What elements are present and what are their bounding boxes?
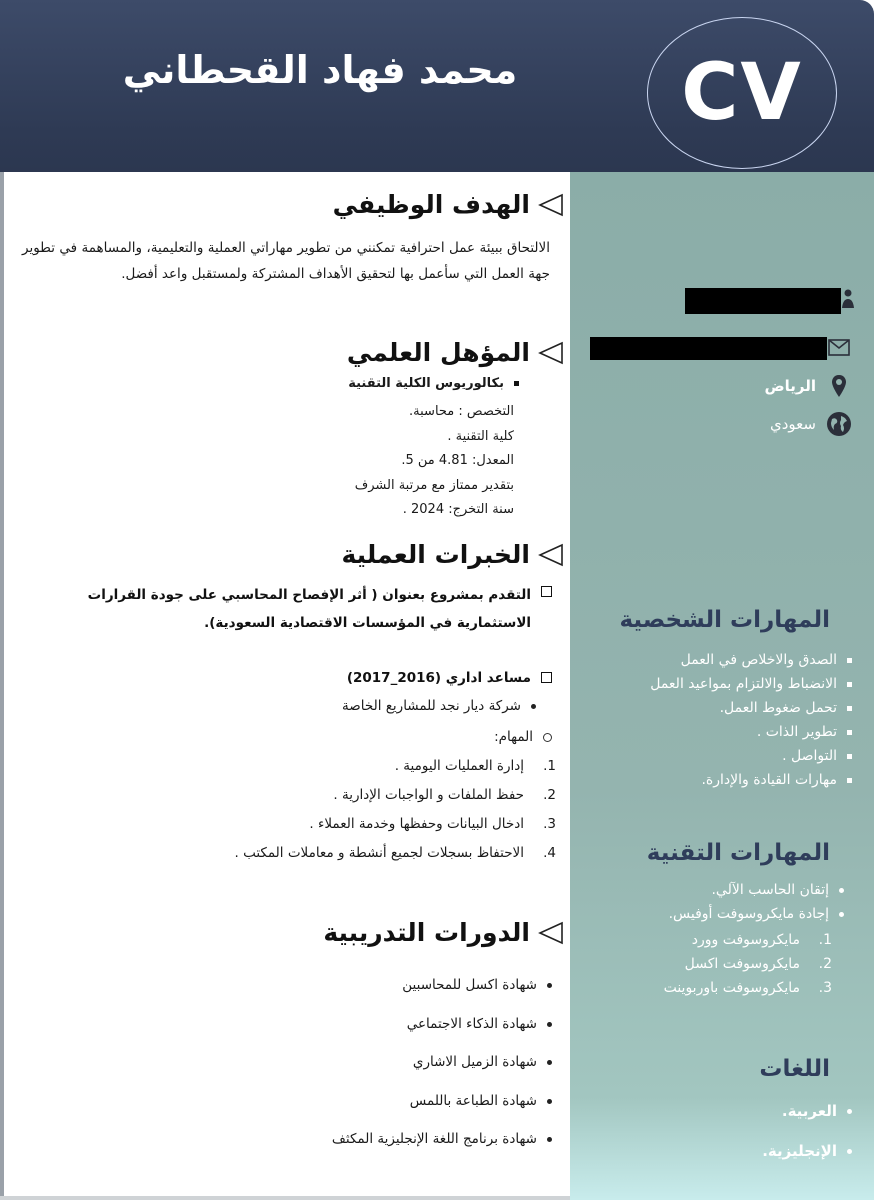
- education-line: التخصص : محاسبة.: [409, 404, 514, 419]
- bullet-marker: [847, 706, 852, 711]
- item-number: 2.: [818, 956, 832, 972]
- page-edge-bottom: [0, 1196, 570, 1200]
- bullet-marker: [847, 1109, 852, 1114]
- checkbox-bullet-icon: [541, 672, 552, 683]
- education-heading: [347, 338, 564, 367]
- task-number: 3.: [543, 816, 556, 832]
- task-number: 1.: [543, 758, 556, 774]
- task-item: [235, 845, 557, 861]
- objective-title: الهدف الوظيفي: [332, 190, 530, 219]
- degree-text: بكالوريوس الكلية التقنية: [348, 376, 504, 391]
- skill-text: مايكروسوفت باوربوينت: [663, 980, 800, 996]
- skill-text: تطوير الذات .: [756, 724, 837, 740]
- bullet-marker: [847, 754, 852, 759]
- bullet-marker: [847, 778, 852, 783]
- course-text: شهادة اكسل للمحاسبين: [402, 977, 537, 993]
- task-text: الاحتفاظ بسجلات لجميع أنشطة و معاملات المكتب .: [234, 845, 524, 861]
- bullet-marker: [839, 912, 844, 917]
- technical-skill-item: [711, 882, 844, 898]
- skill-text: الانضباط والالتزام بمواعيد العمل: [650, 676, 837, 692]
- bullet-marker: [547, 1060, 552, 1065]
- skill-text: الصدق والاخلاص في العمل: [680, 652, 837, 668]
- bullet-marker: [547, 1137, 552, 1142]
- personal-skill-item: [782, 748, 852, 764]
- bullet-marker: [547, 983, 552, 988]
- skill-text: تحمل ضغوط العمل.: [719, 700, 837, 716]
- skill-text: مهارات القيادة والإدارة.: [701, 772, 837, 788]
- tasks-label: المهام:: [494, 729, 533, 745]
- course-item: [402, 977, 552, 993]
- company-line: [342, 698, 536, 714]
- phone-icon: [840, 288, 856, 310]
- skill-text: مايكروسوفت اكسل: [684, 956, 800, 972]
- triangle-marker-icon: [538, 193, 564, 217]
- person-name: محمد فهاد القحطاني: [122, 48, 518, 92]
- personal-skill-item: [650, 676, 852, 692]
- course-item: [413, 1054, 552, 1070]
- objective-heading: [333, 190, 564, 219]
- experience-title: الخبرات العملية: [341, 540, 530, 569]
- courses-heading: [323, 918, 564, 947]
- job-title-line: [347, 667, 552, 689]
- task-text: إدارة العمليات اليومية .: [394, 758, 524, 774]
- cv-badge: [647, 17, 837, 169]
- company-text: شركة ديار نجد للمشاريع الخاصة: [342, 698, 521, 714]
- personal-skills-title: المهارات الشخصية: [619, 607, 830, 633]
- course-item: [407, 1016, 552, 1032]
- nationality-text: سعودي: [770, 415, 816, 433]
- language-text: العربية.: [781, 1102, 837, 1120]
- objective-text: الالتحاق ببيئة عمل احترافية تمكنني من تطوير مهاراتي العملية والتعليمية، والمساهمة في تطوير جهة العمل التي سأعمل بها لتحقيق الأهداف المشتركة ولمستقبل واعد أفضل.: [22, 240, 550, 282]
- bullet-marker: [847, 1149, 852, 1154]
- technical-skill-subitem: [692, 932, 832, 948]
- item-number: 1.: [818, 932, 832, 948]
- page-edge-left: [0, 172, 4, 1200]
- personal-skill-item: [681, 652, 852, 668]
- technical-skill-subitem: [664, 980, 832, 996]
- technical-skills-title: المهارات التقنية: [646, 840, 830, 866]
- cv-label: CV: [681, 48, 803, 138]
- bullet-marker: [514, 381, 519, 386]
- course-text: شهادة برنامج اللغة الإنجليزية المكثف: [331, 1131, 537, 1147]
- personal-skill-item: [757, 724, 852, 740]
- education-line: بتقدير ممتاز مع مرتبة الشرف: [354, 477, 514, 493]
- city-row: [764, 374, 852, 398]
- technical-skill-subitem: [685, 956, 832, 972]
- map-pin-icon: [826, 374, 852, 398]
- course-text: شهادة الطباعة باللمس: [409, 1093, 537, 1109]
- languages-title: اللغات: [759, 1056, 830, 1082]
- education-line: سنة التخرج: 2024 .: [402, 502, 514, 517]
- skill-text: التواصل .: [782, 748, 837, 764]
- course-item: [410, 1093, 552, 1109]
- triangle-marker-icon: [538, 921, 564, 945]
- bullet-marker: [847, 682, 852, 687]
- circle-bullet-marker: [543, 733, 552, 742]
- tasks-label-line: [494, 729, 552, 745]
- bullet-marker: [547, 1022, 552, 1027]
- task-item: [395, 758, 556, 774]
- education-details: [355, 400, 514, 523]
- skill-text: إجادة مايكروسوفت أوفيس.: [668, 906, 829, 922]
- education-line: كلية التقنية .: [447, 428, 514, 444]
- personal-skill-item: [701, 772, 852, 788]
- bullet-marker: [547, 1099, 552, 1104]
- task-number: 4.: [543, 845, 556, 861]
- education-title: المؤهل العلمي: [346, 338, 530, 367]
- triangle-marker-icon: [538, 543, 564, 567]
- experience-project: [81, 581, 552, 637]
- item-number: 3.: [818, 980, 832, 996]
- course-text: شهادة الذكاء الاجتماعي: [406, 1016, 537, 1032]
- bullet-marker: [847, 730, 852, 735]
- course-item: [332, 1131, 552, 1147]
- language-item: [782, 1102, 852, 1120]
- course-text: شهادة الزميل الاشاري: [412, 1054, 537, 1070]
- language-text: الإنجليزية.: [762, 1142, 837, 1160]
- technical-skill-item: [669, 906, 844, 922]
- education-block: [348, 376, 519, 395]
- experience-heading: [341, 540, 564, 569]
- task-text: حفظ الملفات و الواجبات الإدارية .: [333, 787, 524, 803]
- task-number: 2.: [543, 787, 556, 803]
- task-item: [309, 816, 556, 832]
- globe-icon: [826, 411, 852, 437]
- city-text: الرياض: [764, 377, 816, 395]
- task-text: ادخال البيانات وحفظها وخدمة العملاء .: [309, 816, 524, 832]
- language-item: [762, 1142, 852, 1160]
- bullet-marker: [531, 704, 536, 709]
- project-text: التقدم بمشروع بعنوان ( أثر الإفصاح المحاسبي على جودة القرارات الاستثمارية في المؤسسات الاقتصادية السعودية).: [87, 587, 531, 631]
- checkbox-bullet-icon: [541, 586, 552, 597]
- redacted-email: [590, 337, 827, 360]
- envelope-icon: [828, 339, 850, 356]
- personal-skill-item: [720, 700, 852, 716]
- job-title-text: مساعد اداري (2016_2017): [346, 670, 531, 686]
- courses-title: الدورات التدريبية: [323, 918, 530, 947]
- bullet-marker: [847, 658, 852, 663]
- skill-text: مايكروسوفت وورد: [691, 932, 800, 948]
- triangle-marker-icon: [538, 341, 564, 365]
- education-line: المعدل: 4.81 من 5.: [401, 453, 514, 468]
- skill-text: إتقان الحاسب الآلي.: [711, 882, 829, 898]
- degree-line: [348, 376, 519, 391]
- redacted-phone: [685, 288, 841, 314]
- bullet-marker: [839, 888, 844, 893]
- task-item: [333, 787, 556, 803]
- nationality-row: [770, 411, 852, 437]
